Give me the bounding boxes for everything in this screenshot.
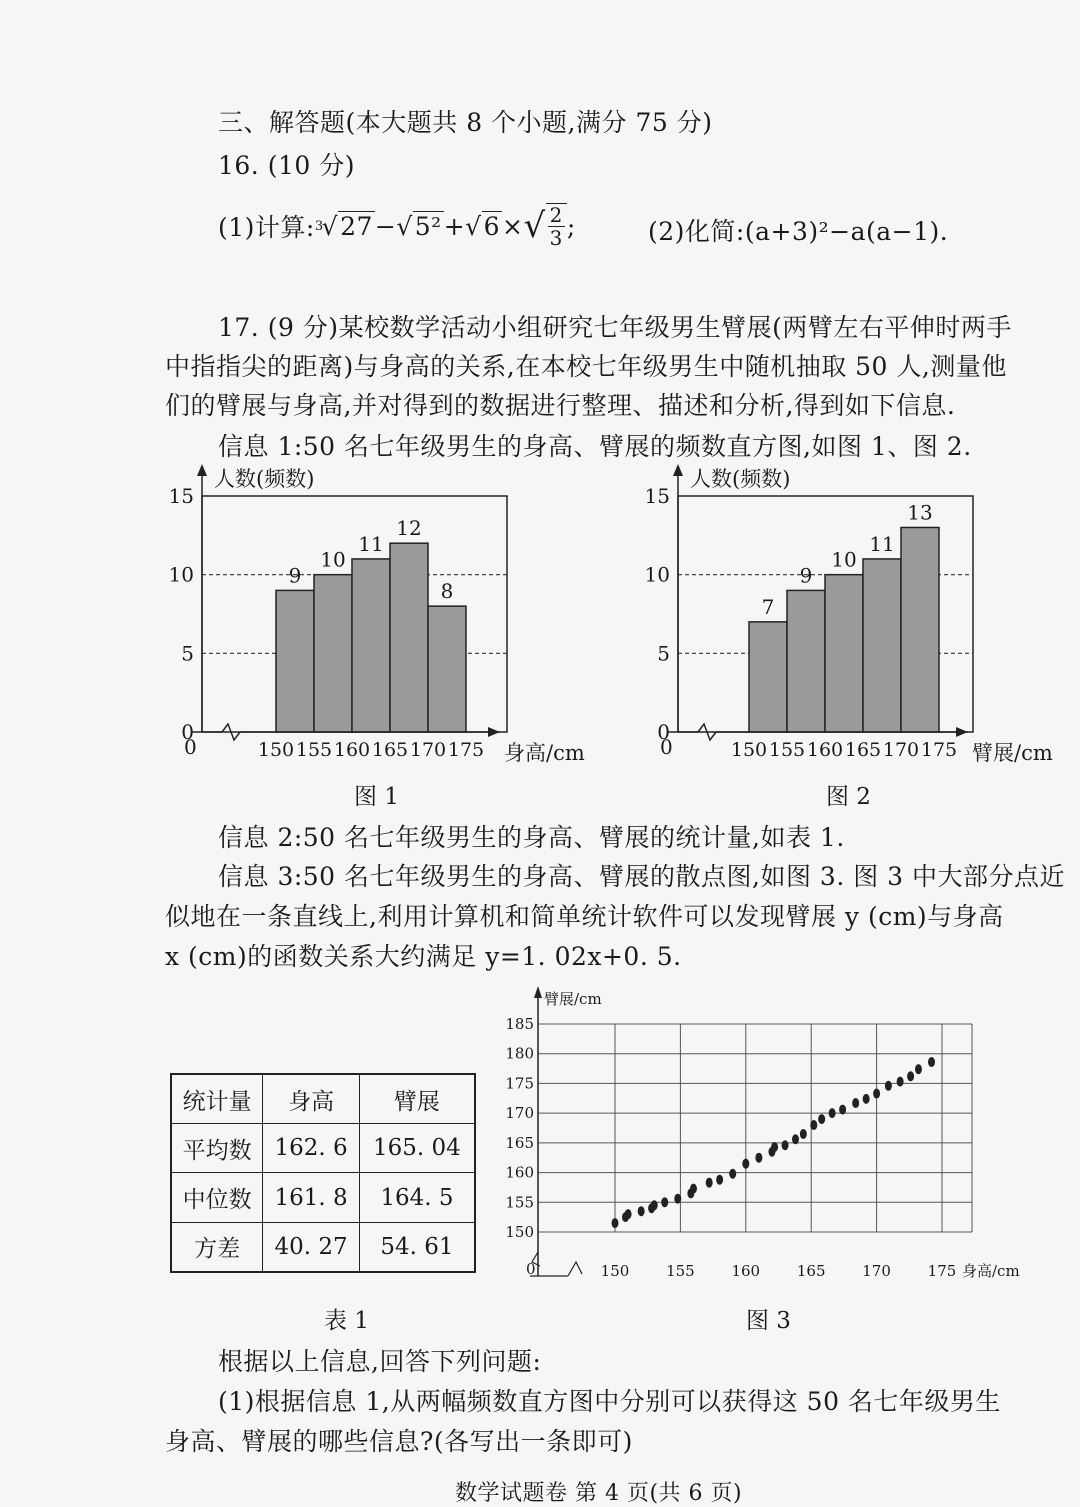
y-tick-label: 180 (505, 1044, 534, 1063)
origin-label: 0 (184, 735, 197, 759)
x-tick-label: 150 (730, 739, 768, 761)
scatter-point (885, 1081, 892, 1091)
semicolon: ; (566, 211, 576, 241)
scatter-point (729, 1169, 736, 1179)
histogram-bar (825, 575, 863, 732)
times-sign: × (502, 211, 524, 241)
x-tick-label: 170 (409, 739, 447, 761)
fig2-caption: 图 2 (826, 784, 871, 810)
bar-value-label: 10 (831, 547, 857, 572)
scatter-point (792, 1134, 799, 1144)
scatter-plot (500, 984, 1060, 1294)
x-tick-label: 170 (862, 1262, 891, 1280)
table-cell: 中位数 (171, 1173, 263, 1222)
q16-part1 (218, 196, 576, 256)
x-tick-label: 175 (920, 739, 958, 761)
table-cell: 54. 61 (359, 1222, 475, 1272)
bar-value-label: 11 (869, 531, 895, 556)
sub1-line1: (1)根据信息 1,从两幅频数直方图中分别可以获得这 50 名七年级男生 (218, 1387, 1001, 1416)
y-axis-label: 臂展/cm (544, 990, 602, 1008)
table-header-cell: 臂展 (359, 1074, 475, 1124)
scatter-point (863, 1094, 870, 1104)
table-cell: 161. 8 (263, 1173, 359, 1222)
scatter-point (690, 1184, 697, 1194)
histogram-bar (749, 622, 787, 732)
fig1-caption: 图 1 (354, 784, 399, 810)
fraction-two-thirds: $\frac{2}{3}$ (546, 203, 567, 249)
y-axis-arrow (534, 986, 542, 998)
x-tick-label: 155 (666, 1262, 695, 1280)
histogram-armspan (636, 462, 1076, 772)
x-axis-label: 臂展/cm (972, 741, 1053, 765)
x-tick-label: 175 (927, 1262, 957, 1280)
table-header-cell: 身高 (263, 1074, 359, 1124)
cube-root-value: 27 (340, 212, 373, 241)
scatter-point (810, 1120, 817, 1130)
x-tick-label: 175 (447, 739, 485, 761)
plus-sign: + (443, 211, 466, 241)
info2-text: 信息 2:50 名七年级男生的身高、臂展的统计量,如表 1. (218, 823, 845, 852)
y-tick-label: 170 (505, 1104, 534, 1123)
bar-value-label: 8 (440, 579, 454, 604)
x-tick-label: 160 (806, 739, 844, 761)
radical-sign: √ (523, 206, 546, 246)
radical-sign: √ (321, 211, 339, 241)
scatter-point (897, 1077, 904, 1087)
scatter-point (674, 1194, 681, 1204)
y-tick-label: 0 (181, 720, 194, 744)
info3-line1: 信息 3:50 名七年级男生的身高、臂展的散点图,如图 3. 图 3 中大部分点近 (218, 862, 1066, 891)
table-cell: 平均数 (171, 1124, 263, 1173)
table-cell: 164. 5 (359, 1173, 475, 1222)
scatter-point (742, 1159, 749, 1169)
histogram-height (160, 462, 610, 772)
q17-intro-line3: 们的臂展与身高,并对得到的数据进行整理、描述和分析,得到如下信息. (165, 391, 956, 420)
scatter-point (716, 1175, 723, 1185)
y-tick-label: 10 (644, 562, 670, 587)
scatter-point (651, 1200, 658, 1210)
x-tick-label: 155 (295, 739, 333, 761)
bar-value-label: 7 (761, 594, 775, 619)
q17-intro-line1: 17. (9 分)某校数学活动小组研究七年级男生臂展(两臂左右平伸时两手 (218, 313, 1012, 342)
y-tick-label: 15 (644, 484, 670, 508)
scatter-point (839, 1105, 846, 1115)
scatter-point (873, 1089, 880, 1099)
y-axis-arrow (197, 464, 207, 476)
table-caption: 表 1 (324, 1308, 369, 1334)
y-tick-label: 150 (505, 1223, 534, 1241)
scatter-point (852, 1098, 859, 1108)
histogram-bar (352, 559, 390, 732)
table-cell: 165. 04 (359, 1124, 475, 1173)
q17-intro-line2: 中指指尖的距离)与身高的关系,在本校七年级男生中随机抽取 50 人,测量他 (165, 352, 1007, 381)
y-tick-label: 5 (657, 641, 670, 666)
q16-part2: (2)化简:(a+3)²−a(a−1). (648, 217, 949, 246)
axis-break (568, 1262, 582, 1276)
table-row (171, 1222, 475, 1272)
histogram-bar (390, 543, 428, 732)
table-row (171, 1173, 475, 1222)
radical-sign: √ (396, 211, 413, 241)
scatter-point (706, 1178, 713, 1188)
origin-label: 0 (660, 735, 673, 759)
page-footer: 数学试题卷 第 4 页(共 6 页) (455, 1481, 743, 1506)
x-tick-label: 165 (844, 739, 882, 761)
bar-value-label: 9 (288, 563, 302, 588)
scatter-point (915, 1064, 922, 1074)
sqrt-five-squared: 5² (414, 212, 442, 241)
histogram-bar (314, 575, 352, 732)
x-axis-arrow (488, 727, 500, 737)
histogram-bar (863, 559, 901, 732)
fig3-caption: 图 3 (746, 1308, 791, 1334)
x-tick-label: 160 (333, 739, 371, 761)
histogram-bar (276, 590, 314, 732)
scatter-point (755, 1153, 762, 1163)
cube-root-index: 3 (314, 218, 324, 234)
y-tick-label: 165 (505, 1133, 534, 1152)
y-tick-label: 0 (657, 720, 670, 744)
scatter-point (782, 1140, 789, 1150)
q16-part1-label: (1)计算: (218, 213, 315, 242)
x-tick-label: 150 (257, 739, 295, 761)
y-axis-label: 人数(频数) (690, 467, 791, 491)
sqrt-six: 6 (483, 212, 500, 241)
table-cell: 162. 6 (263, 1124, 359, 1173)
table-cell: 方差 (171, 1222, 263, 1272)
radical-sign: √ (465, 211, 482, 241)
scatter-point (661, 1197, 668, 1207)
y-tick-label: 185 (505, 1015, 534, 1033)
x-tick-label: 165 (796, 1262, 826, 1280)
y-tick-label: 10 (168, 562, 194, 587)
scatter-point (800, 1129, 807, 1139)
q16-header: 16. (10 分) (218, 151, 355, 180)
scatter-point (638, 1206, 645, 1216)
histogram-bar (428, 606, 466, 732)
x-tick-label: 155 (768, 739, 806, 761)
table-header-row (171, 1074, 475, 1124)
bar-value-label: 9 (799, 563, 813, 588)
scatter-point (829, 1108, 836, 1118)
info3-line2: 似地在一条直线上,利用计算机和简单统计软件可以发现臂展 y (cm)与身高 (165, 902, 1004, 931)
histogram-bar (787, 590, 825, 732)
bar-value-label: 12 (396, 516, 422, 541)
scatter-point (928, 1057, 935, 1067)
scatter-point (612, 1218, 619, 1228)
x-tick-label: 150 (600, 1262, 630, 1280)
scatter-point (625, 1209, 632, 1219)
y-axis-label: 人数(频数) (214, 467, 315, 491)
info3-line3: x (cm)的函数关系大约满足 y=1. 02x+0. 5. (165, 942, 682, 971)
info1-text: 信息 1:50 名七年级男生的身高、臂展的频数直方图,如图 1、图 2. (218, 432, 972, 461)
bar-value-label: 11 (358, 531, 384, 556)
sub1-line2: 身高、臂展的哪些信息?(各写出一条即可) (165, 1427, 633, 1456)
y-tick-label: 15 (168, 484, 194, 508)
bar-value-label: 10 (320, 547, 346, 572)
x-axis-label: 身高/cm (504, 741, 585, 765)
table-row (171, 1124, 475, 1173)
scatter-point (907, 1071, 914, 1081)
scatter-point (771, 1142, 778, 1152)
origin-label: 0 (526, 1260, 536, 1278)
x-tick-label: 170 (882, 739, 920, 761)
stats-table (170, 1073, 476, 1273)
table-header-cell: 统计量 (171, 1074, 263, 1124)
table-cell: 40. 27 (263, 1222, 359, 1272)
scatter-point (818, 1114, 825, 1124)
y-tick-label: 5 (181, 641, 194, 666)
y-tick-label: 160 (505, 1163, 534, 1182)
x-axis-label: 身高/cm (962, 1262, 1020, 1280)
minus-sign: − (374, 211, 397, 241)
x-axis-arrow (956, 727, 968, 737)
histogram-bar (901, 527, 939, 732)
section-title: 三、解答题(本大题共 8 个小题,满分 75 分) (218, 108, 713, 137)
x-tick-label: 160 (731, 1262, 761, 1280)
y-tick-label: 155 (505, 1193, 534, 1212)
x-tick-label: 165 (371, 739, 409, 761)
y-tick-label: 175 (505, 1074, 534, 1093)
answer-prompt: 根据以上信息,回答下列问题: (218, 1347, 542, 1376)
bar-value-label: 13 (907, 500, 933, 525)
y-axis-arrow (673, 464, 683, 476)
